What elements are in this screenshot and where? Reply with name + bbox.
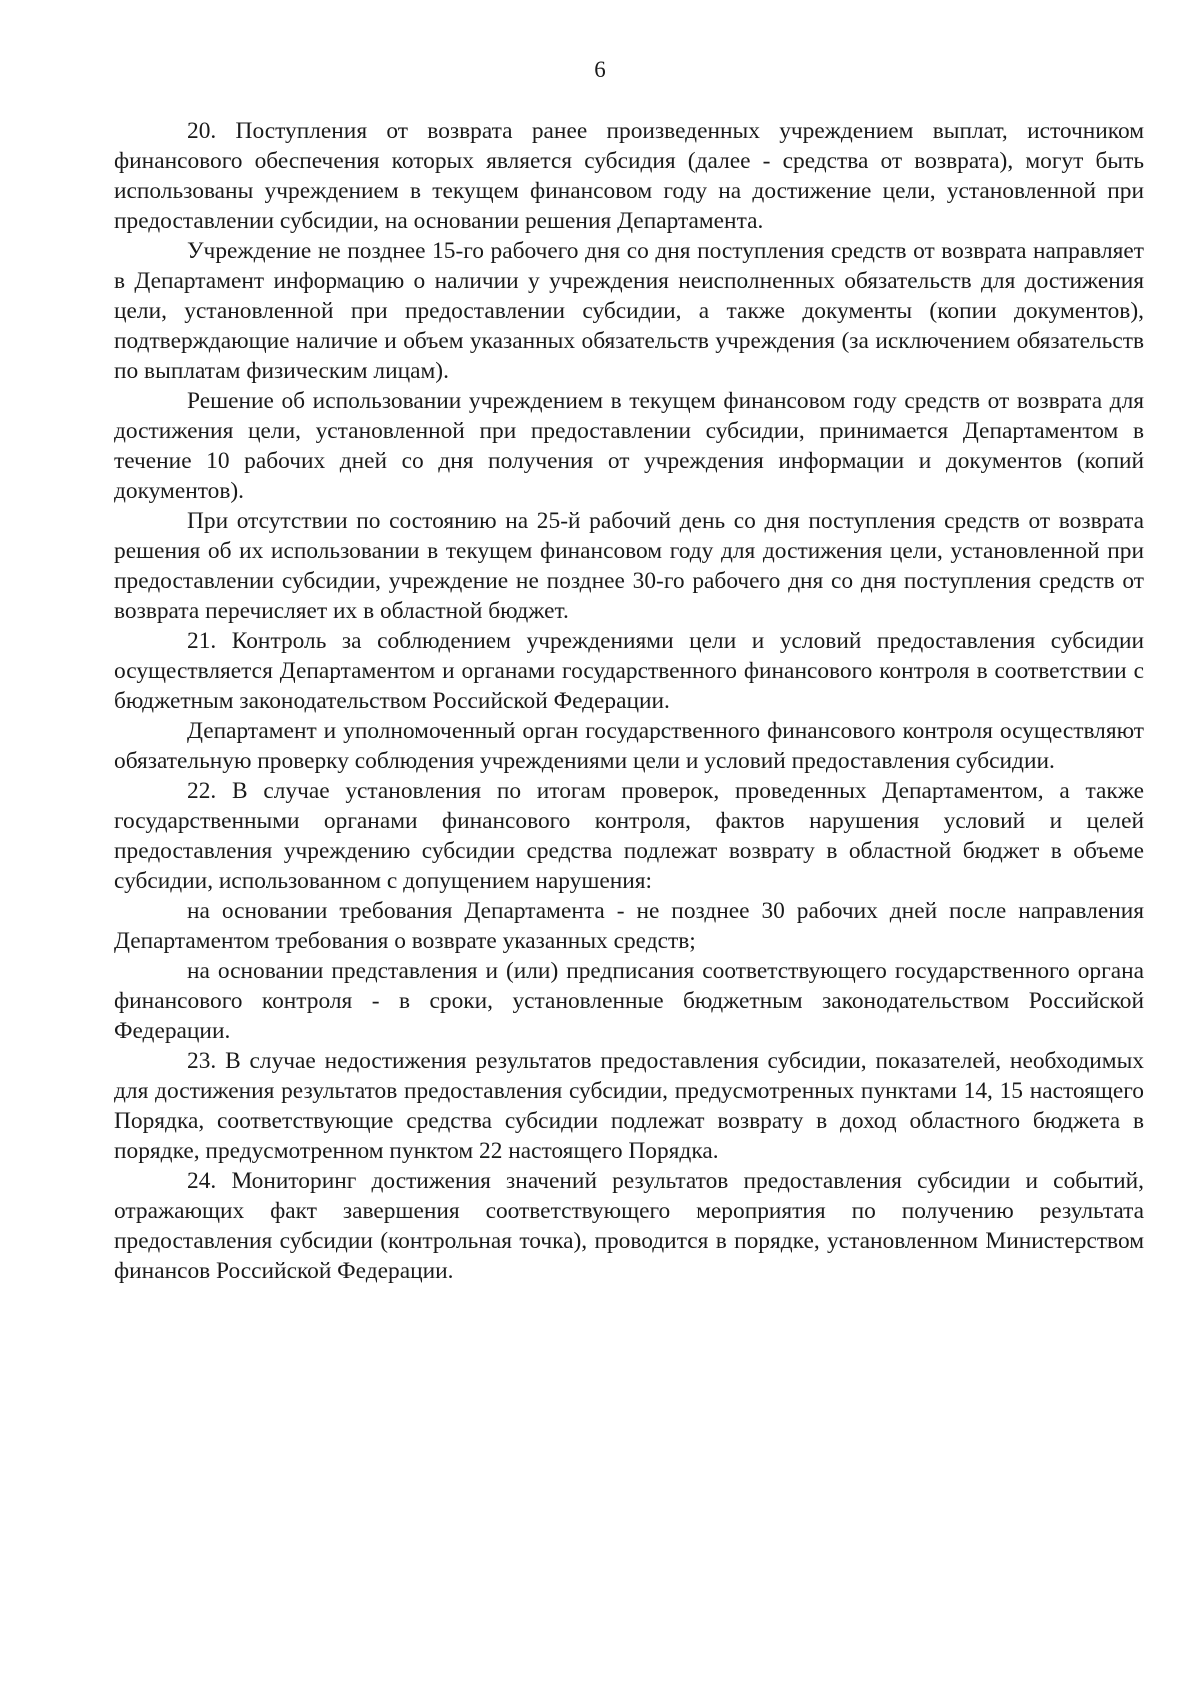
page-number: 6	[594, 57, 606, 82]
paragraph-22-control-body-requirement: на основании представления и (или) предписания соответствующего государственного органа финансового контроля - в сроки, установленные бюджетным законодательством Российской Федерации.	[114, 958, 1144, 1044]
paragraph-23: 23. В случае недостижения результатов предоставления субсидии, показателей, необходимых для достижения результатов предоставления субсидии, предусмотренных пунктами 14, 15 настоящего Порядка, соответствующие средства субсидии подлежат возврату в доход областного бюджета в порядке, предусмотренном пунктом 22 настоящего Порядка.	[114, 1048, 1144, 1164]
paragraph-20-decision: Решение об использовании учреждением в текущем финансовом году средств от возврата для достижения цели, установленной при предоставлении субсидии, принимается Департаментом в течение 10 рабочих дней со дня получения от учреждения информации и документов (копий документов).	[114, 388, 1144, 504]
paragraph-21-verification: Департамент и уполномоченный орган государственного финансового контроля осуществляют обязательную проверку соблюдения учреждениями цели и условий предоставления субсидии.	[114, 718, 1144, 774]
paragraph-21: 21. Контроль за соблюдением учреждениями цели и условий предоставления субсидии осуществляется Департаментом и органами государственного финансового контроля в соответствии с бюджетным законодательством Российской Федерации.	[114, 628, 1144, 714]
paragraph-20-transfer: При отсутствии по состоянию на 25-й рабочий день со дня поступления средств от возврата решения об их использовании в текущем финансовом году для достижения цели, установленной при предоставлении субсидии, учреждение не позднее 30-го рабочего дня со дня поступления средств от возврата перечисляет их в областной бюджет.	[114, 508, 1144, 624]
paragraph-22: 22. В случае установления по итогам проверок, проведенных Департаментом, а также государственными органами финансового контроля, фактов нарушения условий и целей предоставления учреждению субсидии средства подлежат возврату в областной бюджет в объеме субсидии, использованном с допущением нарушения:	[114, 778, 1144, 894]
paragraph-20-notification: Учреждение не позднее 15-го рабочего дня со дня поступления средств от возврата направляет в Департамент информацию о наличии у учреждения неисполненных обязательств для достижения цели, установленной при предоставлении субсидии, а также документы (копии документов), подтверждающие наличие и объем указанных обязательств учреждения (за исключением обязательств по выплатам физическим лицам).	[114, 238, 1144, 384]
paragraph-22-department-requirement: на основании требования Департамента - не позднее 30 рабочих дней после направления Департаментом требования о возврате указанных средств;	[114, 898, 1144, 954]
paragraph-20: 20. Поступления от возврата ранее произведенных учреждением выплат, источником финансового обеспечения которых является субсидия (далее - средства от возврата), могут быть использованы учреждением в текущем финансовом году на достижение цели, установленной при предоставлении субсидии, на основании решения Департамента.	[114, 118, 1144, 234]
document-body	[114, 116, 1144, 1286]
paragraph-24: 24. Мониторинг достижения значений результатов предоставления субсидии и событий, отражающих факт завершения соответствующего мероприятия по получению результата предоставления субсидии (контрольная точка), проводится в порядке, установленном Министерством финансов Российской Федерации.	[114, 1168, 1144, 1284]
